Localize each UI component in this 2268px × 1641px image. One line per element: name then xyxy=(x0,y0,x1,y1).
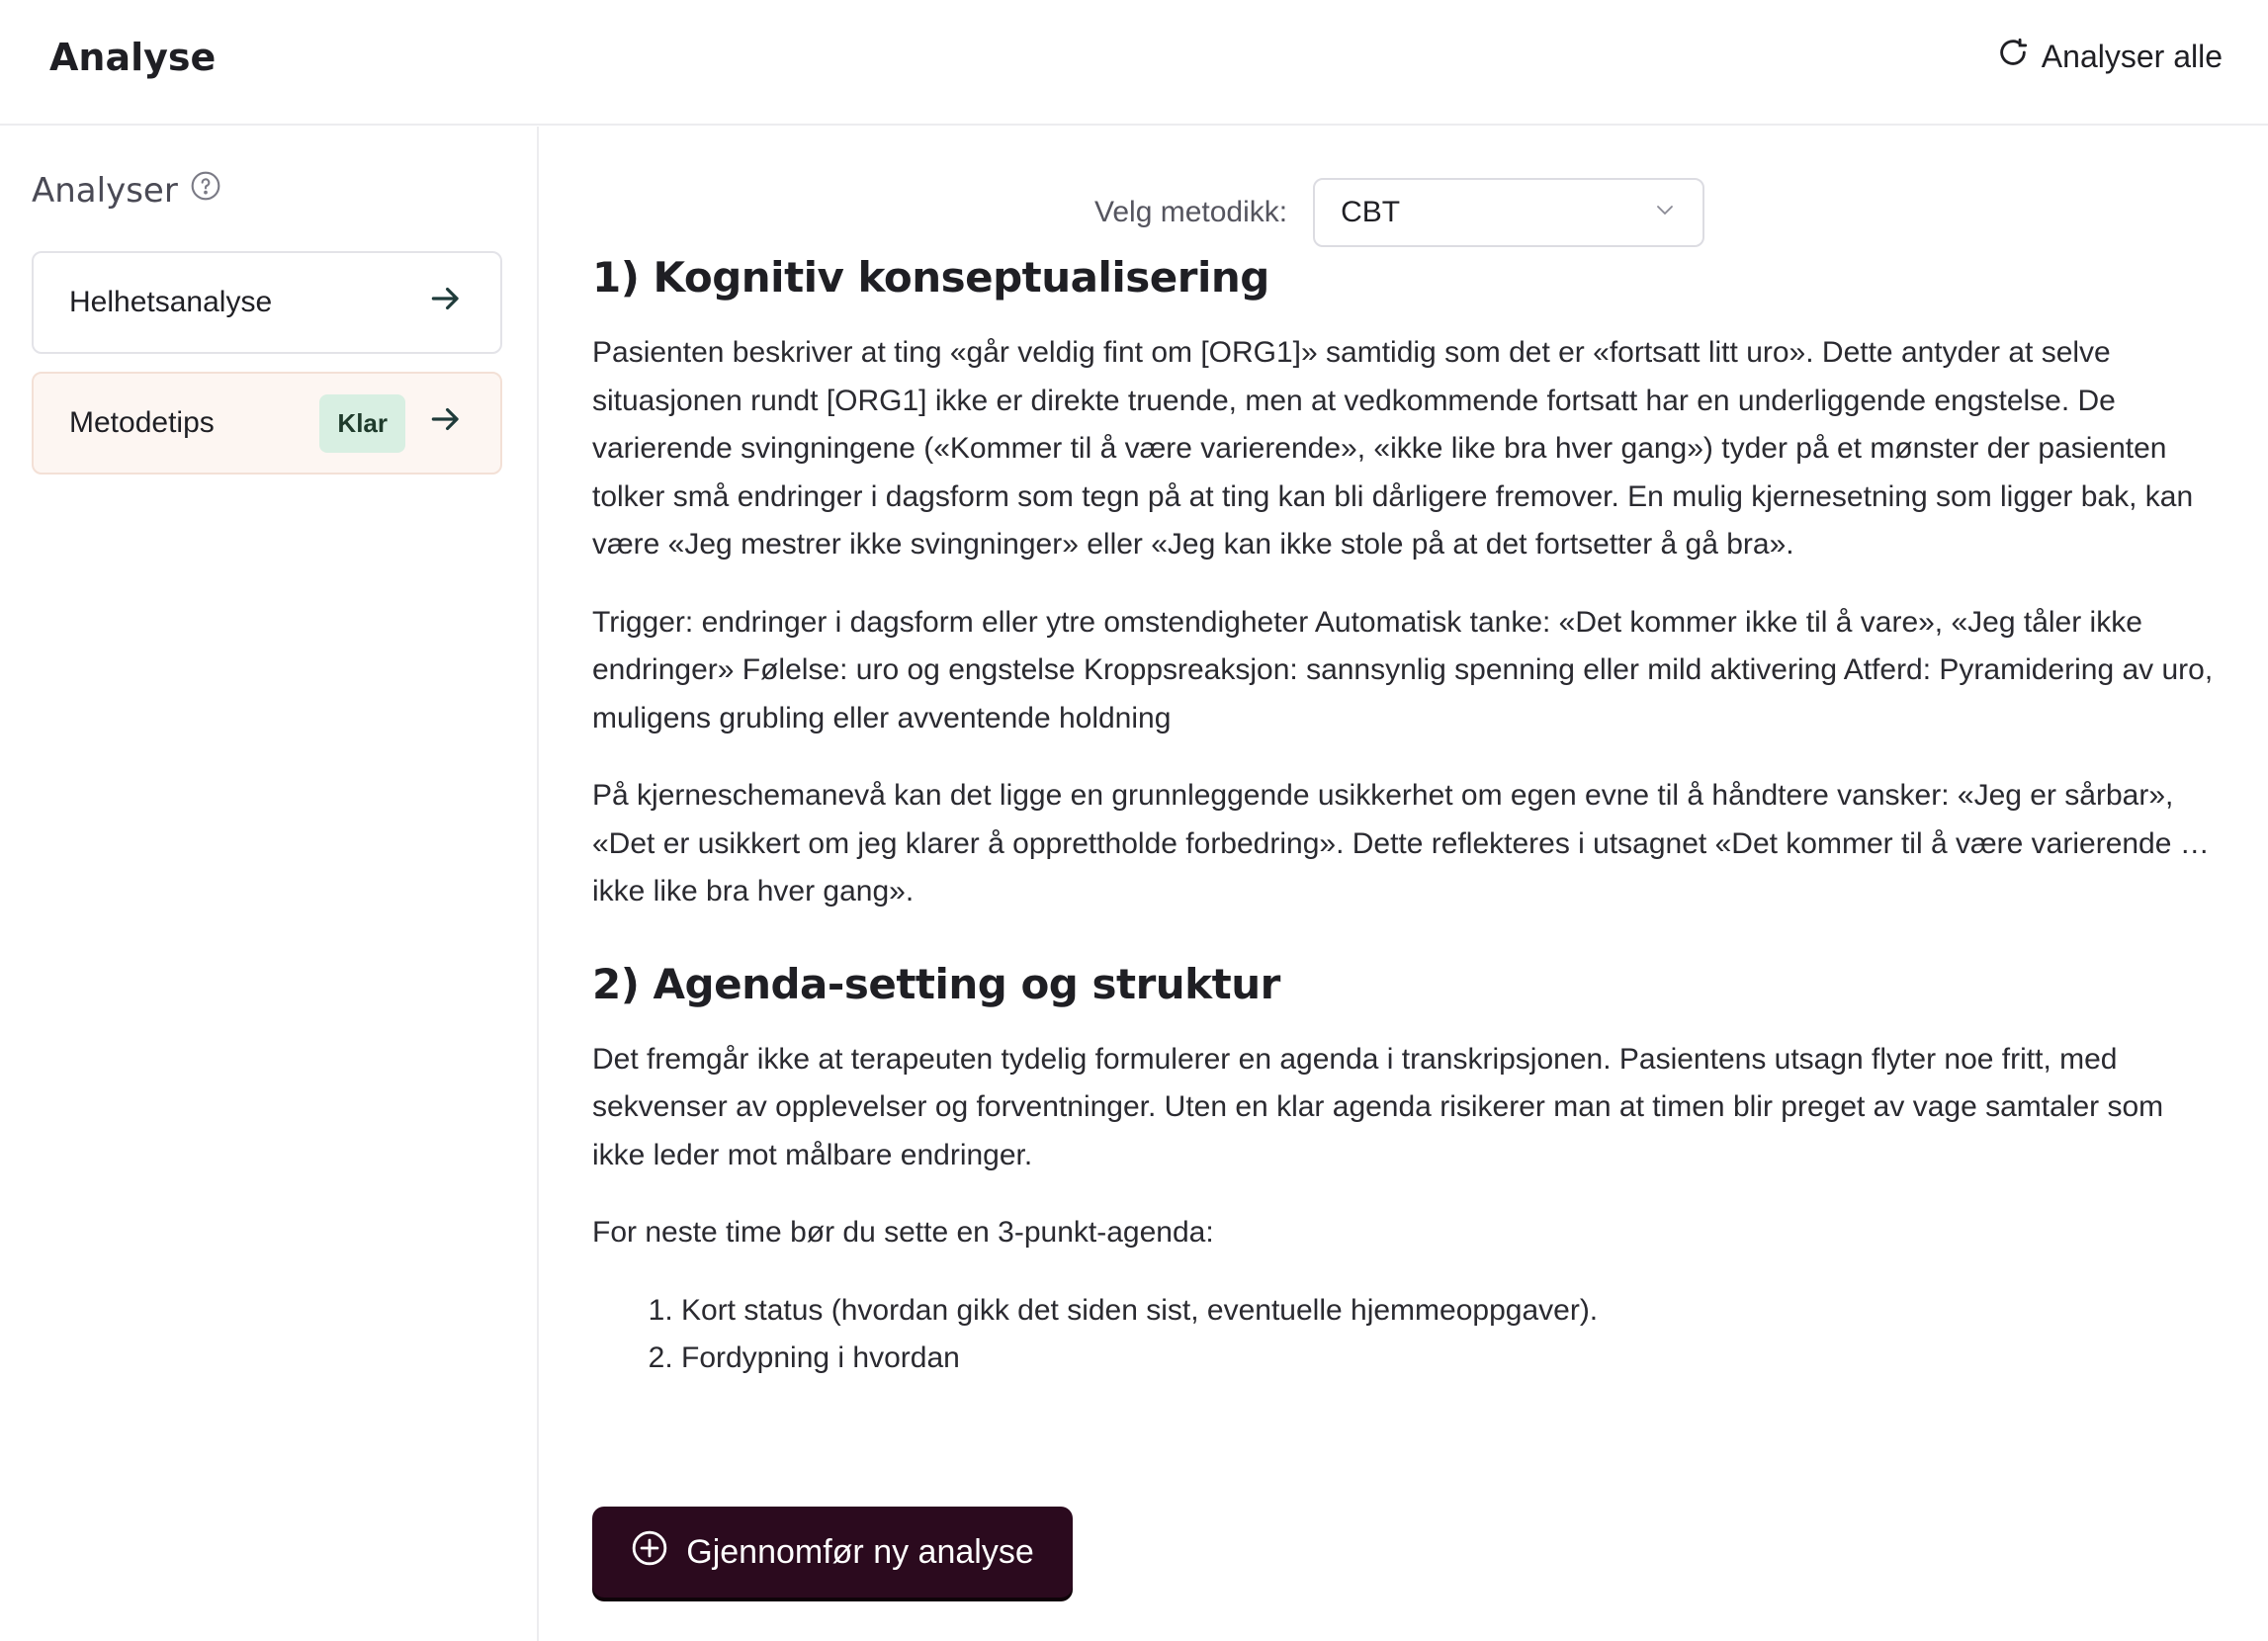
sidebar-item-helhetsanalyse[interactable] xyxy=(32,251,502,354)
sidebar-heading xyxy=(32,170,221,211)
help-icon[interactable] xyxy=(190,170,221,211)
list-item: 2. Fordypning i hvordan xyxy=(681,1335,2224,1383)
agenda-list xyxy=(681,1287,2224,1383)
sidebar-item-label: Helhetsanalyse xyxy=(69,286,273,318)
arrow-right-icon xyxy=(427,280,465,325)
method-select[interactable] xyxy=(1313,178,1704,247)
page-title: Analyse xyxy=(49,36,217,79)
paragraph: For neste time bør du sette en 3-punkt-agenda: xyxy=(592,1216,1214,1249)
sidebar-item-label: Metodetips xyxy=(69,406,215,439)
top-bar xyxy=(0,0,2268,126)
sidebar xyxy=(0,127,539,1641)
main-content xyxy=(541,127,2268,1641)
section-title: 1) Kognitiv konseptualisering xyxy=(592,253,1269,302)
new-analysis-label: Gjennomfør ny analyse xyxy=(686,1532,1034,1571)
method-selected-value: CBT xyxy=(1341,196,1401,228)
sidebar-item-metodetips[interactable] xyxy=(32,372,502,475)
analysis-text xyxy=(592,253,2224,1383)
paragraph: På kjerneschemanevå kan det ligge en grunnleggende usikkerhet om egen evne til å håndtere vansker: «Jeg er sårbar», «Det er usikkert om jeg klarer å opprettholde forbedring». Dette reflekteres i utsagnet «Det kommer til å være varierende … ikke like bra hver gang». xyxy=(592,779,2210,907)
sidebar-heading-label: Analyser xyxy=(32,170,178,211)
method-label: Velg metodikk: xyxy=(1094,196,1288,228)
plus-circle-icon xyxy=(631,1529,668,1576)
status-badge: Klar xyxy=(319,394,405,453)
chevron-down-icon xyxy=(1653,196,1677,229)
paragraph: Pasienten beskriver at ting «går veldig fint om [ORG1]» samtidig som det er «fortsatt litt uro». Dette antyder at selve situasjonen rundt [ORG1] ikke er direkte truende, men at vedkommende fortsatt har en underliggende engstelse. De varierende svingningene («Kommer til å være varierende», «ikke like bra hver gang») tyder på et mønster der pasienten tolker små endringer i dagsform som tegn på at ting kan bli dårligere fremover. En mulig kjernesetning som ligger bak, kan være «Jeg mestrer ikke svingninger» eller «Jeg kan ikke stole på at det fortsetter å gå bra». xyxy=(592,336,2194,561)
analyse-all-label: Analyser alle xyxy=(2041,38,2223,74)
analyse-all-button[interactable] xyxy=(1996,36,2223,77)
paragraph: Det fremgår ikke at terapeuten tydelig formulerer en agenda i transkripsjonen. Pasientens utsagn flyter noe fritt, med sekvenser av opplevelser og forventninger. Uten en klar agenda risikerer man at timen blir preget av vage samtaler som ikke leder mot målbare endringer. xyxy=(592,1042,2164,1171)
paragraph: Trigger: endringer i dagsform eller ytre omstendigheter Automatisk tanke: «Det kommer ikke til å vare», «Jeg tåler ikke endringer» Følelse: uro og engstelse Kroppsreaksjon: sannsynlig spenning eller mild aktivering Atferd: Pyramidering av uro, muligens grubling eller avventende holdning xyxy=(592,605,2214,734)
arrow-right-icon xyxy=(427,400,465,446)
new-analysis-button[interactable] xyxy=(592,1507,1073,1598)
method-row xyxy=(1094,178,1704,247)
section-title: 2) Agenda-setting og struktur xyxy=(592,959,1280,1008)
list-item: 1. Kort status (hvordan gikk det siden sist, eventuelle hjemmeoppgaver). xyxy=(681,1287,2224,1336)
refresh-icon xyxy=(1996,36,2030,77)
